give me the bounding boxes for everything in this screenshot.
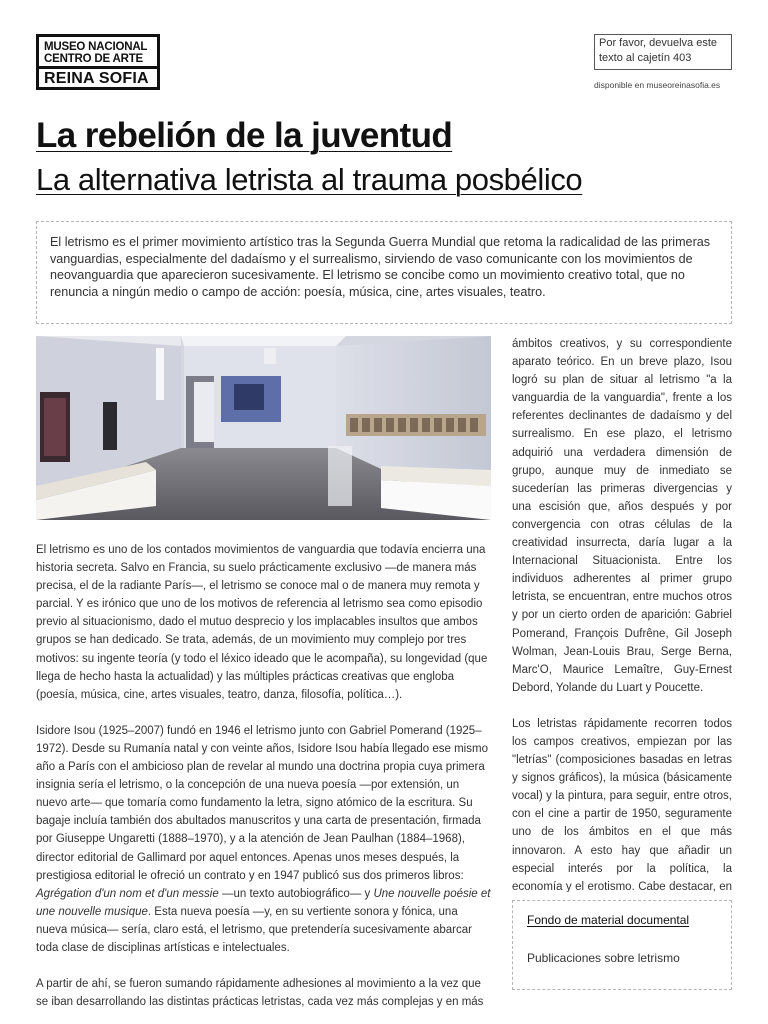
logo-divider [39, 66, 157, 69]
return-note-line-2: texto al cajetín 403 [599, 52, 692, 64]
gallery-photo [36, 336, 491, 520]
intro-box: El letrismo es el primer movimiento artístico tras la Segunda Guerra Mundial que retoma la radicalidad de las primeras vanguardias, especialmente del dadaísmo y el surrealismo, sirviendo de vaso comunicante con los movimientos de neovanguardia que aparecieron sucesivamente. El letrismo se concibe como un movimiento creativo total, que no renuncia a ningún medio o campo de acción: poesía, música, cine, artes visuales, teatro. [36, 221, 732, 324]
book-title-agregation: Agrégation d'un nom et d'un messie [36, 887, 219, 900]
page-subtitle: La alternativa letrista al trauma posbélico [36, 162, 583, 197]
gallery-photo-image [36, 336, 491, 520]
page-title: La rebelión de la juventud [36, 116, 453, 155]
body-paragraph-2-text-a: Isidore Isou (1925–2007) fundó en 1946 el letrismo junto con Gabriel Pomerand (1925–1972). Desde su Rumanía natal y con veinte años, Isidore Isou había llegado ese mismo año a París con el ambicioso plan de revelar al mundo una doctrina propia cuya primera insignia sería el letrismo, o la concepción de una nueva poesía —por extensión, un nuevo arte— que tomaría como fundamento la letra, signo atómico de la escritura. Su bagaje incluía también dos abultados manuscritos y una carta de presentación, firmada por Giuseppe Ungaretti (1888–1970), y a la atención de Jean Paulhan (1884–1968), director editorial de Gallimard por aquel entonces. Apenas unos meses después, la prestigiosa editorial le ofreció un contrato y en 1947 publicó sus dos primeros libros: [36, 724, 488, 882]
logo-line-2: CENTRO DE ARTE [44, 53, 143, 65]
body-paragraph-2-text-b: —un texto autobiográfico— y [218, 887, 374, 900]
book-title-nouvelle-poesie: Une nouvelle poésie et une nouvelle musique [36, 887, 491, 918]
body-paragraph-5: Los letristas rápidamente recorren todos los campos creativos, empiezan por las "letrías" (composiciones basadas en letras y signos gráficos), la música (básicamente vocal) y la pintura, para seguir, entre otros, con el cine a partir de 1950, seguramente uno de los ámbitos en el que más innovaron. A esto hay que añadir un especial interés por la política, la economía y el erotismo. Cabe destacar, en [512, 717, 732, 892]
body-paragraph-2 [36, 722, 491, 957]
body-paragraph-4: ámbitos creativos, y su correspondiente aparato teórico. En un breve plazo, Isou logró su plan de situar al letrismo "a la vanguardia de la vanguardia", frente a los referentes declinantes de dadaísmo y del surrealismo. En ese plazo, el letrismo adquirió una verdadera dimensión de grupo, aunque muy de inmediato se sucederían las primeras divergencias y una escisión que, años después y por convergencia con otras células de la creatividad insurrecta, daría lugar a la Internacional Situacionista. Entre los individuos adherentes al primer grupo letrista, se encuentran, entre muchos otros y por un cierto orden de aparición: Gabriel Pomerand, François Dufrêne, Gil Joseph Wolman, Jean-Louis Brau, Serge Berna, Marc'O, Maurice Lemaître, Guy-Ernest Debord, Yolande du Luart y Poucette. [512, 338, 732, 694]
body-right-column [512, 335, 732, 892]
document-fund-title[interactable]: Fondo de material documental [527, 913, 690, 927]
return-note-box [594, 34, 732, 70]
body-paragraph-2-text-c: . Esta nueva poesía —y, en su vertiente sonora y fónica, una nueva música— sería, claro está, el letrismo, que pretendería sucesivamente abarcar toda clase de disciplinas artísticas e intelectuales. [36, 905, 472, 954]
logo-line-1: MUSEO NACIONAL [44, 41, 148, 53]
availability-note: disponible en museoreinasofia.es [594, 80, 721, 90]
logo-line-3: REINA SOFIA [44, 70, 149, 87]
body-paragraph-1: El letrismo es uno de los contados movimientos de vanguardia que todavía encierra una historia secreta. Salvo en Francia, su suelo prácticamente exclusivo —de manera más precisa, el de la radiante París—, el letrismo se conoce mal o de manera muy remota y parcial. Y es irónico que uno de los motivos de referencia al letrismo sea como episodio previo al situacionismo, dado el mutuo desprecio y los implacables insultos que ambos grupos se han dedicado. Se trata, además, de un movimiento muy complejo por tres motivos: su ingente teoría (y todo el léxico ideado que le acompaña), su longevidad (que llega de hecho hasta la actualidad) y las múltiples prácticas creativas que engloba (poesía, música, cine, artes visuales, teatro, danza, filosofía, política…). [36, 544, 488, 701]
document-fund-item: Publicaciones sobre letrismo [527, 951, 680, 965]
document-fund-box [512, 900, 732, 990]
museum-logo [36, 34, 160, 90]
body-paragraph-3: A partir de ahí, se fueron sumando rápidamente adhesiones al movimiento a la vez que se iban desarrollando las distintas prácticas letristas, cada vez más complejas y en más [36, 978, 484, 1009]
body-left-column [36, 541, 491, 1011]
return-note-line-1: Por favor, devuelva este [599, 37, 718, 49]
